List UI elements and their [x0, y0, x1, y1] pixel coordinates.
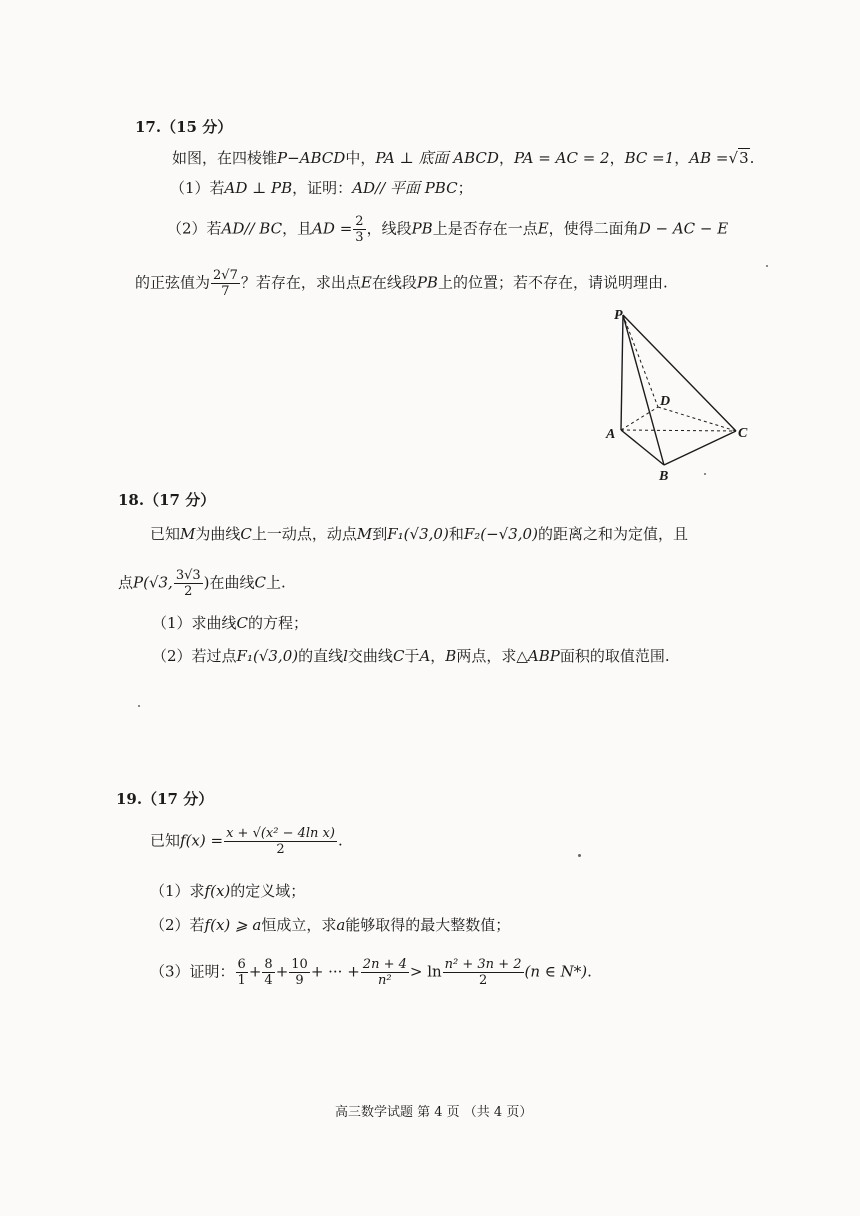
q18-line2: 点P(√3, $\frac{3√3}{2}$ )在曲线C上. — [118, 568, 286, 599]
fraction-sine-value: $\frac{2√7}{7}$ — [213, 268, 238, 299]
fraction-fx: $\frac{\text{x + √(x² − 4ln x)}}{2}$ — [226, 826, 335, 857]
fraction-two-thirds: $\frac{2}{3}$ — [355, 214, 364, 245]
q17-part2-cont: 的正弦值为 $\frac{2√7}{7}$ ？若存在，求出点E在线段PB上的位置；若不存在，请说明理由. — [135, 268, 668, 299]
q19-part1: （1）求f(x)的定义域； — [150, 882, 306, 900]
vertex-label-c: C — [738, 426, 748, 441]
fraction-term-2: $\frac{8}{4}$ — [264, 957, 273, 988]
page-footer: 高三数学试题 第 4 页 （共 4 页） — [335, 1105, 533, 1120]
fraction-log-argument: $\frac{\text{n² + 3n + 2}}{2}$ — [444, 957, 522, 988]
pyramid-figure — [596, 303, 766, 488]
q17-part1: （1）若AD ⊥ PB，证明：AD// 平面 PBC； — [170, 179, 473, 197]
scan-speck — [766, 265, 768, 267]
fraction-point-y: $\frac{3√3}{2}$ — [175, 568, 201, 599]
q19-header: 19.（17 分） — [116, 790, 214, 808]
q18-part2: （2）若过点F₁(√3,0)的直线l交曲线C于A，B两点，求△ABP面积的取值范围. — [152, 647, 670, 665]
q17-part2: （2）若AD// BC，且AD = $\frac{2}{3}$ ，线段PB上是否存在一点E，使得二面角D − AC − E — [167, 214, 729, 245]
q18-header: 18.（17 分） — [118, 491, 216, 509]
fraction-term-3: $\frac{10}{9}$ — [291, 957, 308, 988]
q19-part2: （2）若f(x) ⩾ a恒成立，求a能够取得的最大整数值； — [150, 916, 511, 934]
fraction-general-term: $\frac{2n + 4}{\text{n²}}$ — [362, 957, 407, 988]
scan-speck — [704, 473, 706, 475]
q17-header: 17.（15 分） — [135, 118, 233, 136]
q17-intro: 如图，在四棱锥P−ABCD中，PA ⊥ 底面 ABCD，PA = AC = 2，BC =1，AB =√3. — [172, 149, 755, 167]
q18-line1: 已知M为曲线C上一动点，动点M到F₁(√3,0)和F₂(−√3,0)的距离之和为定值，且 — [150, 525, 688, 543]
fraction-term-1: $\frac{6}{1}$ — [237, 957, 246, 988]
q19-line1: 已知f(x) = $\frac{\text{x + √(x² − 4ln x)}}{2}$ . — [150, 826, 343, 857]
scan-speck — [138, 705, 140, 707]
scan-speck — [578, 854, 581, 857]
q19-part3: （3）证明： $\frac{6}{1}$ + $\frac{8}{4}$ + $\frac{10}{9}$ + ··· + $\frac{2n + 4}{\text{n²}}$ > ln $\frac{\text{n² + 3n + 2}}{2}$ (n ∈ N*). — [150, 957, 592, 988]
vertex-label-b: B — [659, 469, 669, 484]
vertex-label-d: D — [660, 394, 671, 409]
q18-part1: （1）求曲线C的方程； — [152, 614, 309, 632]
vertex-label-p: P — [614, 308, 623, 323]
vertex-label-a: A — [606, 427, 616, 442]
